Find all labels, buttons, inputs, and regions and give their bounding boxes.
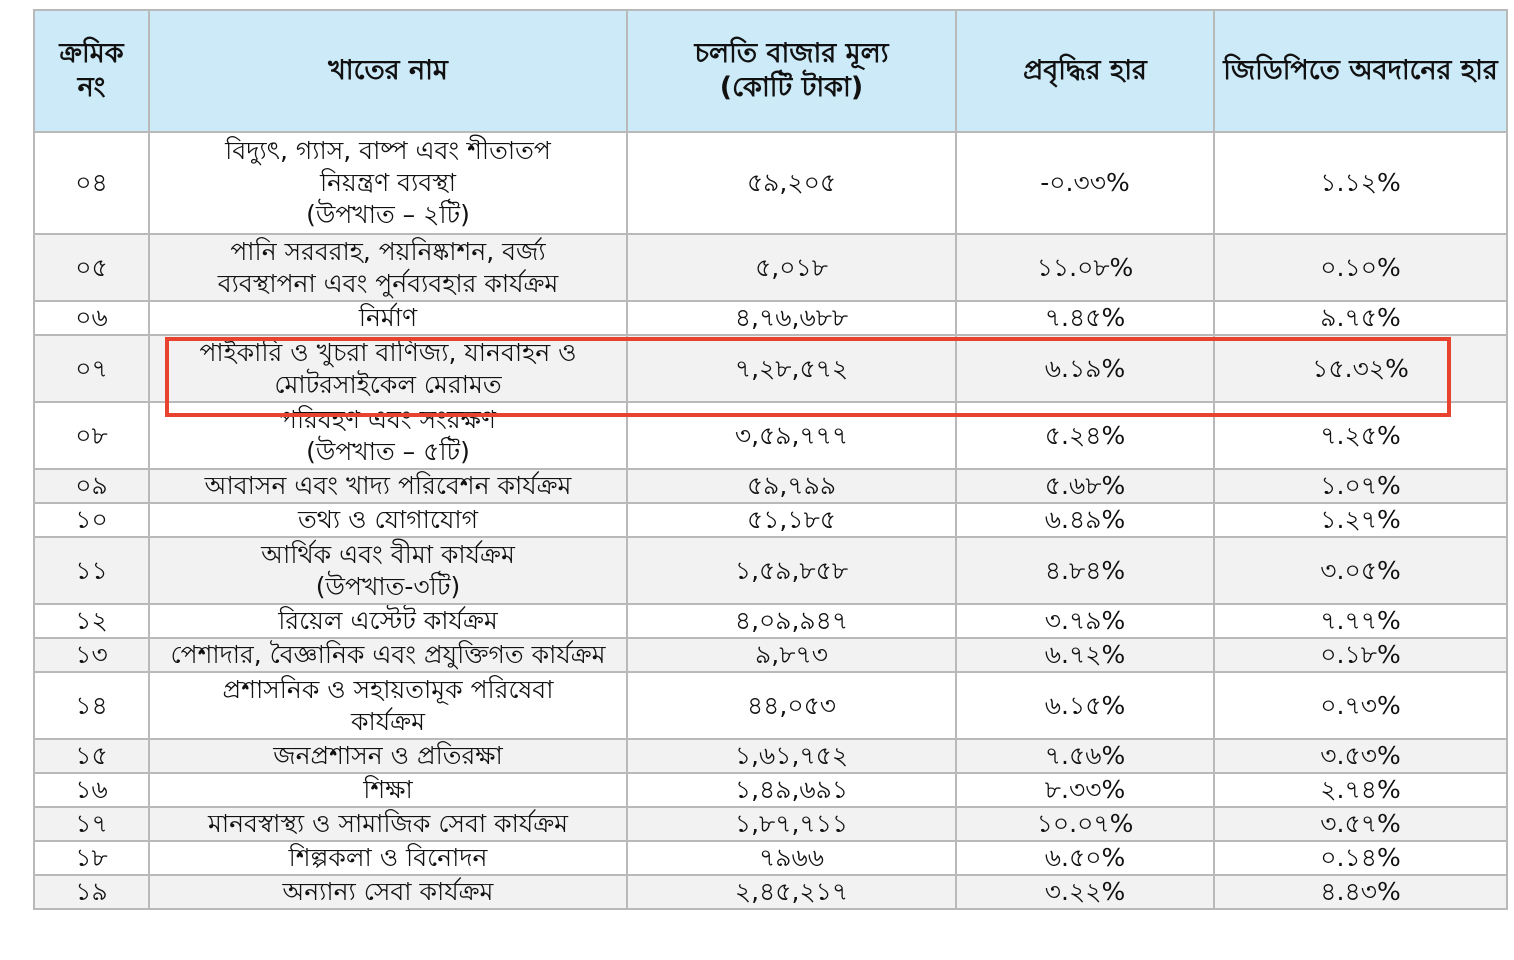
cell-serial: ০৬: [34, 301, 149, 335]
cell-growth-rate: ৬.১৫%: [956, 672, 1214, 739]
cell-serial: ১২: [34, 604, 149, 638]
cell-growth-rate: ১১.০৮%: [956, 234, 1214, 301]
cell-growth-rate: ৭.৫৬%: [956, 739, 1214, 773]
cell-sector-name: পেশাদার, বৈজ্ঞানিক এবং প্রযুক্তিগত কার্যক্রম: [149, 638, 627, 672]
table-row: [34, 807, 1507, 841]
table-row: [34, 469, 1507, 503]
cell-gdp-share: ০.১০%: [1214, 234, 1507, 301]
cell-market-value: ৭৯৬৬: [627, 841, 956, 875]
cell-growth-rate: ৩.২২%: [956, 875, 1214, 909]
header-market-value: চলতি বাজার মূল্য (কোটি টাকা): [627, 10, 956, 132]
cell-growth-rate: ১০.০৭%: [956, 807, 1214, 841]
cell-gdp-share: ৭.৭৭%: [1214, 604, 1507, 638]
cell-sector-name: রিয়েল এস্টেট কার্যক্রম: [149, 604, 627, 638]
cell-growth-rate: ৩.৭৯%: [956, 604, 1214, 638]
cell-market-value: ১,৮৭,৭১১: [627, 807, 956, 841]
cell-growth-rate: ৪.৮৪%: [956, 537, 1214, 604]
cell-serial: ১০: [34, 503, 149, 537]
table-row: [34, 132, 1507, 234]
table-row: [34, 537, 1507, 604]
header-growth-rate: প্রবৃদ্ধির হার: [956, 10, 1214, 132]
cell-growth-rate: ৮.৩৩%: [956, 773, 1214, 807]
cell-market-value: ৫৯,২০৫: [627, 132, 956, 234]
header-sector-name: খাতের নাম: [149, 10, 627, 132]
table-row: [34, 638, 1507, 672]
cell-market-value: ৫৯,৭৯৯: [627, 469, 956, 503]
cell-market-value: ৫১,১৮৫: [627, 503, 956, 537]
cell-gdp-share: ৩.৫৭%: [1214, 807, 1507, 841]
cell-growth-rate: ৫.২৪%: [956, 402, 1214, 469]
cell-serial: ০৭: [34, 335, 149, 402]
cell-serial: ১৩: [34, 638, 149, 672]
table-row: [34, 672, 1507, 739]
header-serial: ক্রমিক নং: [34, 10, 149, 132]
cell-sector-name: অন্যান্য সেবা কার্যক্রম: [149, 875, 627, 909]
cell-serial: ১৬: [34, 773, 149, 807]
cell-serial: ১৭: [34, 807, 149, 841]
cell-gdp-share: ১.১২%: [1214, 132, 1507, 234]
table-container: [33, 9, 1506, 910]
cell-market-value: ১,৪৯,৬৯১: [627, 773, 956, 807]
cell-serial: ১৪: [34, 672, 149, 739]
cell-sector-name: পানি সরবরাহ, পয়নিষ্কাশন, বর্জ্য ব্যবস্থাপনা এবং পুর্নব্যবহার কার্যক্রম: [149, 234, 627, 301]
cell-gdp-share: ২.৭৪%: [1214, 773, 1507, 807]
cell-market-value: ৪,৭৬,৬৮৮: [627, 301, 956, 335]
cell-serial: ১১: [34, 537, 149, 604]
cell-gdp-share: ০.৭৩%: [1214, 672, 1507, 739]
cell-sector-name: শিক্ষা: [149, 773, 627, 807]
cell-sector-name: তথ্য ও যোগাযোগ: [149, 503, 627, 537]
cell-growth-rate: ৭.৪৫%: [956, 301, 1214, 335]
header-gdp-share: জিডিপিতে অবদানের হার: [1214, 10, 1507, 132]
cell-growth-rate: ৬.৪৯%: [956, 503, 1214, 537]
cell-gdp-share: ১.২৭%: [1214, 503, 1507, 537]
cell-growth-rate: -০.৩৩%: [956, 132, 1214, 234]
cell-sector-name: শিল্পকলা ও বিনোদন: [149, 841, 627, 875]
cell-growth-rate: ৬.১৯%: [956, 335, 1214, 402]
cell-gdp-share: ০.১৮%: [1214, 638, 1507, 672]
cell-sector-name: বিদ্যুৎ, গ্যাস, বাষ্প এবং শীতাতপ নিয়ন্ত্রণ ব্যবস্থা (উপখাত – ২টি): [149, 132, 627, 234]
table-row: [34, 335, 1507, 402]
cell-market-value: ৪,০৯,৯৪৭: [627, 604, 956, 638]
cell-market-value: ৫,০১৮: [627, 234, 956, 301]
header-row: [34, 10, 1507, 132]
cell-market-value: ১,৫৯,৮৫৮: [627, 537, 956, 604]
cell-serial: ০৯: [34, 469, 149, 503]
cell-market-value: ৪৪,০৫৩: [627, 672, 956, 739]
table-row: [34, 234, 1507, 301]
cell-sector-name: মানবস্বাস্থ্য ও সামাজিক সেবা কার্যক্রম: [149, 807, 627, 841]
cell-market-value: ২,৪৫,২১৭: [627, 875, 956, 909]
cell-sector-name: আবাসন এবং খাদ্য পরিবেশন কার্যক্রম: [149, 469, 627, 503]
cell-serial: ১৯: [34, 875, 149, 909]
cell-sector-name: জনপ্রশাসন ও প্রতিরক্ষা: [149, 739, 627, 773]
cell-serial: ০৮: [34, 402, 149, 469]
cell-growth-rate: ৫.৬৮%: [956, 469, 1214, 503]
cell-gdp-share: ০.১৪%: [1214, 841, 1507, 875]
cell-sector-name: পরিবহণ এবং সংরক্ষণ (উপখাত – ৫টি): [149, 402, 627, 469]
cell-sector-name: নির্মাণ: [149, 301, 627, 335]
cell-gdp-share: ৭.২৫%: [1214, 402, 1507, 469]
table-row: [34, 301, 1507, 335]
table-row: [34, 604, 1507, 638]
table-row: [34, 773, 1507, 807]
cell-serial: ১৫: [34, 739, 149, 773]
cell-sector-name: আর্থিক এবং বীমা কার্যক্রম (উপখাত-৩টি): [149, 537, 627, 604]
cell-serial: ০৫: [34, 234, 149, 301]
cell-serial: ০৪: [34, 132, 149, 234]
cell-growth-rate: ৬.৭২%: [956, 638, 1214, 672]
table-row: [34, 503, 1507, 537]
cell-gdp-share: ৩.০৫%: [1214, 537, 1507, 604]
cell-market-value: ৯,৮৭৩: [627, 638, 956, 672]
cell-gdp-share: ১.০৭%: [1214, 469, 1507, 503]
cell-market-value: ৩,৫৯,৭৭৭: [627, 402, 956, 469]
table-row: [34, 875, 1507, 909]
table-row: [34, 841, 1507, 875]
table-row: [34, 402, 1507, 469]
cell-gdp-share: ১৫.৩২%: [1214, 335, 1507, 402]
cell-gdp-share: ৩.৫৩%: [1214, 739, 1507, 773]
cell-market-value: ১,৬১,৭৫২: [627, 739, 956, 773]
cell-gdp-share: ৪.৪৩%: [1214, 875, 1507, 909]
cell-sector-name: পাইকারি ও খুচরা বাণিজ্য, যানবাহন ও মোটরসাইকেল মেরামত: [149, 335, 627, 402]
cell-growth-rate: ৬.৫০%: [956, 841, 1214, 875]
cell-serial: ১৮: [34, 841, 149, 875]
cell-gdp-share: ৯.৭৫%: [1214, 301, 1507, 335]
cell-market-value: ৭,২৮,৫৭২: [627, 335, 956, 402]
gdp-sector-table: [33, 9, 1508, 910]
table-row: [34, 739, 1507, 773]
cell-sector-name: প্রশাসনিক ও সহায়তামূক পরিষেবা কার্যক্রম: [149, 672, 627, 739]
